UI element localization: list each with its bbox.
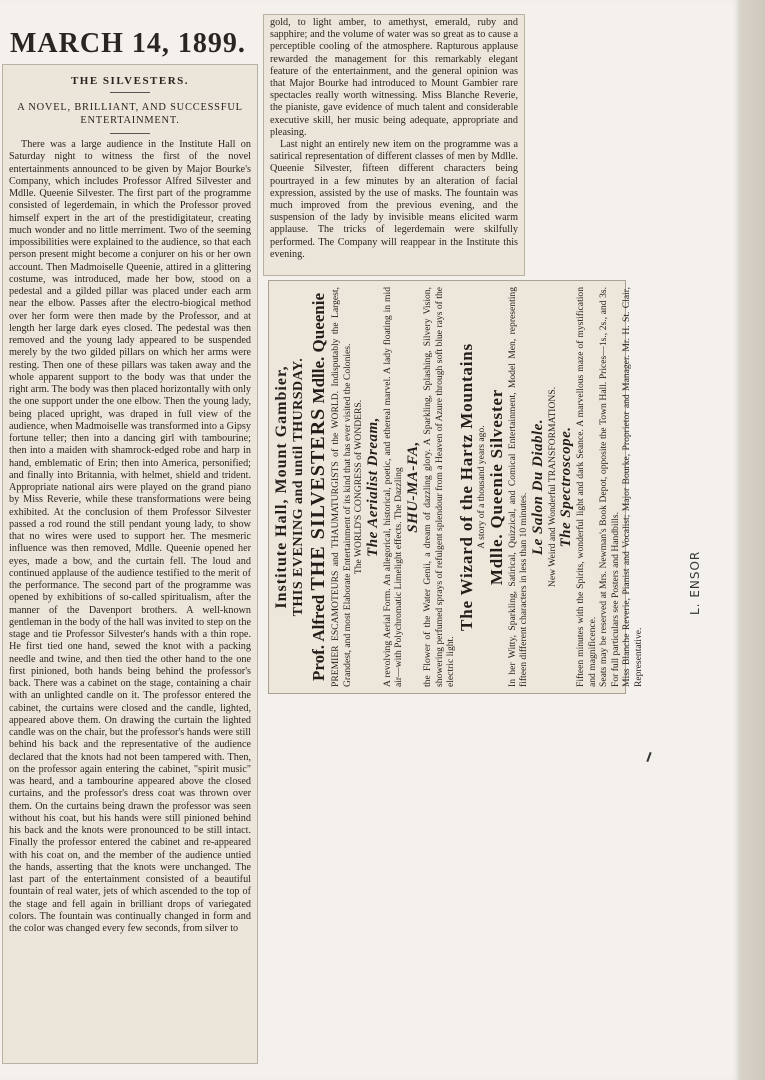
article-body-last-night: Last night an entirely new item on the programme was a satirical representation of different classes of men by Mdlle. Queenie Silvester, fifteen different characters being pourtrayed in a few minutes by an alteration of facial expression, assisted by the use of masks. The fountain was much improved from the previous evening, and the suspension of the lady by invisible means elicited warm applause. The tricks of legerdemain were skilfully performed. The Company will reappear in the Institute this evening.	[270, 139, 518, 260]
article-clipping-left	[2, 64, 258, 1064]
handwritten-annotation: L. ENSOR	[688, 550, 702, 615]
advertisement-clipping	[268, 280, 644, 694]
ad-aerialist-desc: A revolving Aerial Form. An allegorical, historical, poetic, and ethereal marvel. A lady floating in mid air—with Polychromatic Limelight effects. The Dazzling	[381, 287, 405, 687]
ad-seats: Seats may be reserved at Mrs. Newman's Book Depot, opposite the Town Hall. Prices—1s., 2s., and 3s. For full particulars see Posters and Handbills.	[598, 287, 621, 687]
ad-names	[307, 287, 330, 687]
article-subtitle: A NOVEL, BRILLIANT, AND SUCCESSFUL ENTERTAINMENT.	[17, 102, 243, 126]
ad-queenie-title: Mdlle. Queenie Silvester	[487, 388, 507, 586]
ad-shuma-desc: the Flower of the Water Genii, a dream of dazzling glory. A Sparkling, Splashing, Silvery Vision, showering perfumed sprays of refulgent splendour from a Heaven of Azure through soft blue rays of the electric light.	[422, 287, 457, 687]
ad-venue: Institute Hall, Mount Gambier,	[273, 365, 290, 609]
ad-salon-title: Le Salon Du Diable.	[529, 418, 546, 556]
ad-aerialist-title: The Aerialist Dream,	[364, 417, 381, 557]
ad-intro: PREMIER ESCAMOTEURS and THAUMATURGISTS of the WORLD. Indisputably the Largest, Grandest, and most Elaborate Entertainment of its kind that has ever visited the Colonies.	[330, 287, 353, 687]
article-body-left: There was a large audience in the Institute Hall on Saturday night to witness the first of the novel entertainments announced to be given by Major Bourke's Company, which includes Professor Alfred Silvester and Mdlle. Queenie Silvester. The first part of the programme consisted of legerdemain, in which the Professor proved himself expert in the art of the prestidigitateur, creating much wonder and no little merriment. Two of the seeming impossibilities were explained to the audience, so that each person present might become a conjurer on his or her own account. Then Madmoiselle Queenie, attired in a glittering costume, was introduced, made her bow, stood on a pedestal and a gilded pillar was placed under each arm near the elbow. Passes after the electro-biogical method over her form were then made by the Professor, and at length her large dark eyes closed. The pedestal was then removed and the young lady appeared to be suspended merely by the two gilded pillars on which her arms were resting. Then one of these pillars was taken away and the whole apparent support to the body was that under the right arm. The body was then placed horizontally with only the one support under the one elbow. Then the young lady, being placed upright, was draped in full view of the audience, when Madmoiselle was transformed into a Gipsy fortune teller; then into a dancing girl with tambourine; then into a maiden with shamrock-edged robe and harp in hand, emblematic of Erin; then into America, personified; and finally into Britannia, with helmet, shield and trident. Appropriate national airs were played on the grand piano by Miss Reverie, while these transformations were being exhibited. At the conclusion of them Professor Silvester passed a rod round the still pendant young lady, to show that no wires were used to support her. The mesmeric influence was then removed, Mdlle. Queenie opened her eyes, made a bow, and the curtain fell. The loud and continued applause of the audience testified to the merit of the performance. The second part of the programme was opened by exhibitions of so-called spiritualism, after the manner of the Davenport brothers. A well-known gentleman in the body of the hall was invited to step on the stage and tie Professor Silvester's hands with a thin rope. He first tied one hand, sewed the knot with a packing needle and twine, and then tied the other hand to the one first pinioned, both hands being behind the professor's back. There was a cabinet on the stage, containing a chair with an unlighted candle on it. The professor entered the cabinet, the curtains were closed and the candle, lighted, appeared above them. On drawing the curtain the lighted candle was on the chair, but the professor's hands were still behind his back and the representative of the audience declared that the knots had not been tampered with. Then, on the professor again entering the cabinet, "spirit music" was heard, and a tambourine appeared above the closed curtains, and the professor's dress coat was thrown over them. On the curtains being drawn the professor was seen without his coat, but his hands were still pinioned behind his back and the knots were pronounced to be still intact. Finally the professor entered the cabinet and re-appeared with his coat on, and the member of the audience untied the hands, asserting that the knots were unchanged. The last part of the entertainment consisted of a beautiful fountain of real water, jets of which ascended to the top of the stage and fell again in brilliant drops of variegated colors. The fountain was continually changed in form and the color was changed every few seconds, from silver to	[9, 139, 251, 934]
advertisement-rotated	[269, 281, 644, 693]
ad-names-title: THE SILVESTERS	[307, 407, 330, 591]
subtitle-divider	[110, 133, 150, 134]
ad-wizard-title: The Wizard of the Hartz Mountains	[456, 343, 476, 631]
ad-spectroscope-desc: Fifteen minutes with the Spirits, wonderful light and dark Seance. A marvellous maze of mystification and magnificence.	[575, 287, 598, 687]
ad-names-suffix: Mdlle. Queenie	[309, 292, 329, 404]
pencil-mark	[646, 752, 651, 762]
ad-names-prefix: Prof. Alfred	[309, 594, 329, 682]
handwritten-date: MARCH 14, 1899.	[10, 28, 246, 59]
ad-salon-sub: New Weird and Wonderful TRANSFORMATIONS.	[546, 386, 558, 588]
title-divider	[110, 92, 150, 93]
background-edge	[740, 0, 765, 1080]
ad-wizard-sub: A story of a thousand years ago.	[476, 425, 488, 549]
article-clipping-right	[263, 14, 525, 276]
ad-evening: THIS EVENING and until THURSDAY.	[291, 357, 307, 617]
ad-spectroscope-title: The Spectroscope.	[557, 426, 574, 548]
ad-congress: The WORLD'S CONGRESS of WONDERS.	[353, 399, 365, 575]
ad-staff: Miss Blanche Reverie, Pianist and Vocalist; Major Bourke, Proprietor and Manager. Mr. H. St. Clair, Representative.	[621, 287, 644, 687]
article-title: THE SILVESTERS.	[70, 75, 190, 87]
article-body-continued: gold, to light amber, to amethyst, emerald, ruby and sapphire; and the volume of water was so great as to cause a perceptible cooling of the atmosphere. Rapturous applause rewarded the management for this remarkably elegant feature of the entertainment, and the general opinion was that Major Bourke had introduced to Mount Gambier rare spectacles really worth witnessing. Miss Blanche Reverie, the pianiste, gave evidence of much talent and considerable executive skill, her music being adequate, appropriate and pleasing.	[270, 17, 518, 138]
ad-shuma-title: SHU-MA-FA,	[404, 441, 421, 533]
ad-queenie-desc: In her Witty, Sparkling, Satirical, Quizzical, and Comical Entertainment, Model Men, representing fifteen different characters in less than 10 minutes.	[506, 287, 530, 687]
